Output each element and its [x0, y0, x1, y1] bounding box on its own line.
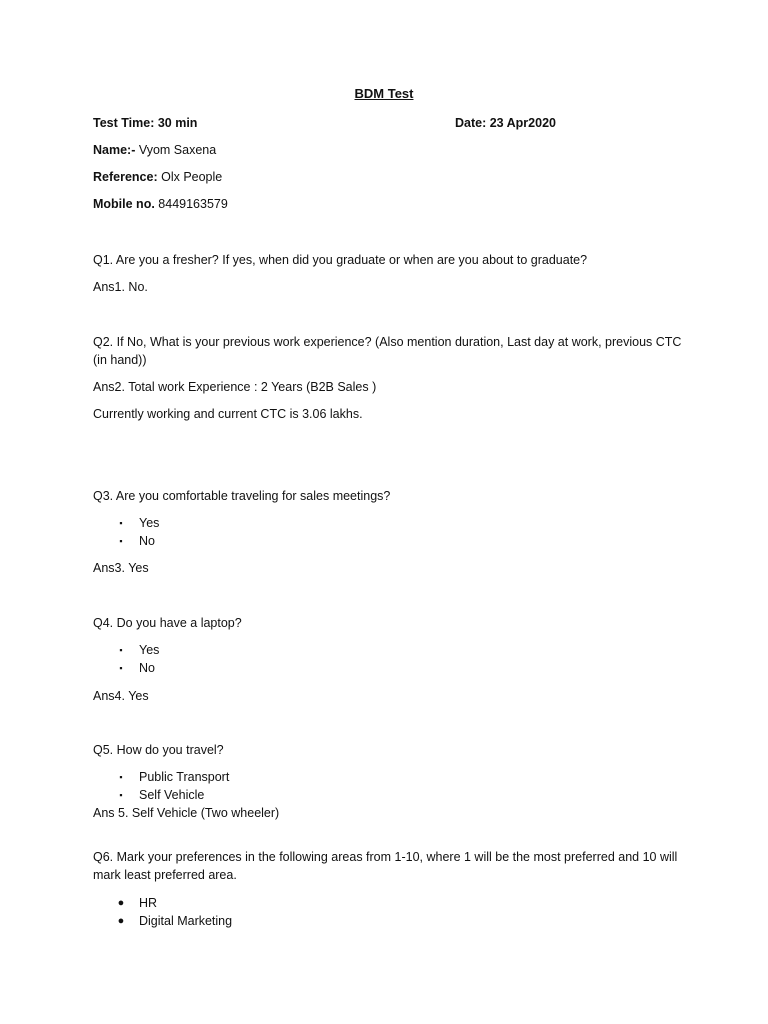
- option-label: Digital Marketing: [139, 914, 233, 928]
- option-label: No: [139, 661, 155, 675]
- round-bullet-icon: ●: [117, 915, 125, 927]
- reference: [93, 168, 222, 186]
- option-label: Self Vehicle: [139, 788, 205, 802]
- option-label: Yes: [139, 643, 160, 657]
- name-value: Vyom Saxena: [135, 143, 217, 157]
- test-time: Test Time: 30 min: [93, 116, 198, 130]
- reference-label: Reference:: [93, 170, 158, 184]
- square-bullet-icon: ▪: [119, 518, 123, 528]
- option-label: Yes: [139, 516, 160, 530]
- square-bullet-icon: ▪: [119, 663, 123, 673]
- square-bullet-icon: ▪: [119, 790, 123, 800]
- round-bullet-icon: ●: [117, 897, 125, 909]
- reference-value: Olx People: [157, 170, 223, 184]
- option-label: No: [139, 534, 155, 548]
- mobile-value: 8449163579: [154, 197, 228, 211]
- document-title: BDM Test: [354, 86, 414, 101]
- q4-answer: Ans4. Yes: [93, 689, 149, 703]
- q3-question: Q3. Are you comfortable traveling for sales meetings?: [93, 489, 391, 503]
- q1-answer: Ans1. No.: [93, 280, 148, 294]
- test-date: Date: 23 Apr2020: [455, 116, 556, 130]
- name-label: Name:-: [93, 143, 136, 157]
- mobile-label: Mobile no.: [93, 197, 155, 211]
- q3-answer: Ans3. Yes: [93, 561, 149, 575]
- q2-question: Q2. If No, What is your previous work experience? (Also mention duration, Last day at work, previous CTC (in hand)): [93, 335, 682, 367]
- q6-question: Q6. Mark your preferences in the following areas from 1-10, where 1 will be the most preferred and 10 will mark least preferred area.: [93, 850, 678, 882]
- mobile-number: [93, 195, 228, 213]
- square-bullet-icon: ▪: [119, 645, 123, 655]
- q5-question: Q5. How do you travel?: [93, 743, 224, 757]
- square-bullet-icon: ▪: [119, 536, 123, 546]
- q2-answer-extra: Currently working and current CTC is 3.06 lakhs.: [93, 407, 363, 421]
- q1-question: Q1. Are you a fresher? If yes, when did you graduate or when are you about to graduate?: [93, 253, 588, 267]
- option-label: HR: [139, 896, 158, 910]
- candidate-name: [93, 141, 216, 159]
- square-bullet-icon: ▪: [119, 772, 123, 782]
- q4-question: Q4. Do you have a laptop?: [93, 616, 242, 630]
- q2-answer: Ans2. Total work Experience : 2 Years (B2B Sales ): [93, 380, 377, 394]
- option-label: Public Transport: [139, 770, 230, 784]
- q5-answer: Ans 5. Self Vehicle (Two wheeler): [93, 806, 280, 820]
